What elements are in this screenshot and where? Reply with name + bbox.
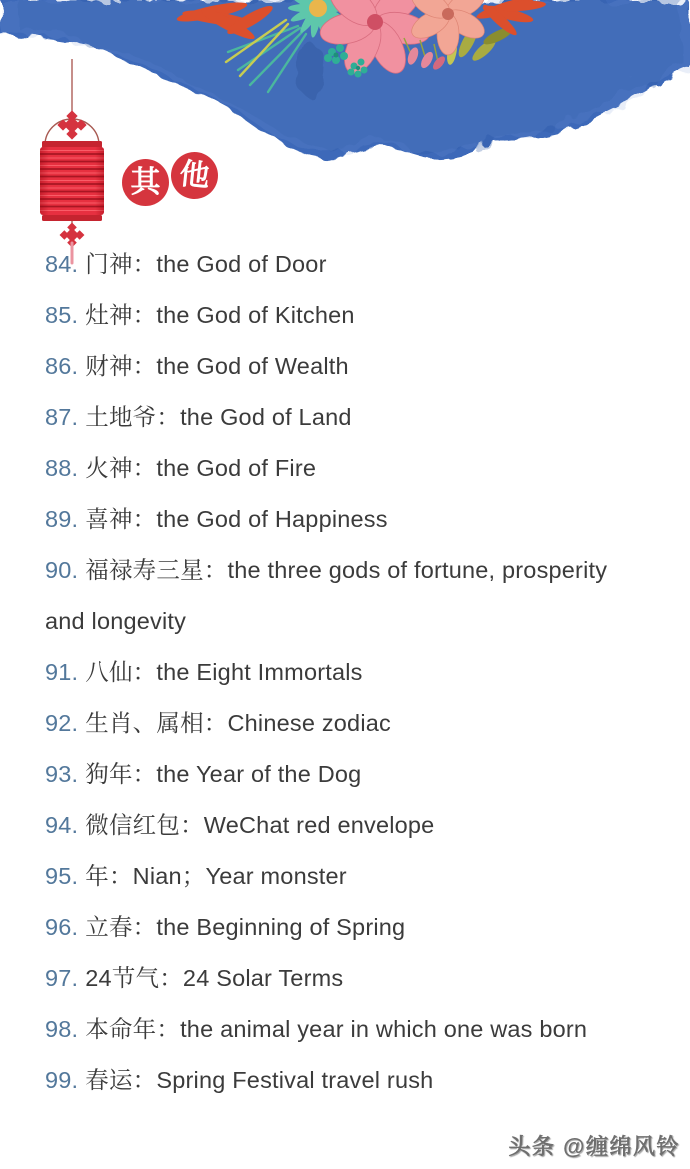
- item-text: 灶神：the God of Kitchen: [85, 302, 355, 328]
- item-text: 春运：Spring Festival travel rush: [85, 1067, 434, 1093]
- item-text: 狗年：the Year of the Dog: [85, 761, 362, 787]
- section-badge: [122, 152, 218, 206]
- lantern-bottom-cap: [42, 215, 102, 221]
- lantern-body: [40, 147, 104, 215]
- item-number: 87.: [45, 404, 79, 430]
- item-number: 84.: [45, 251, 79, 277]
- item-text: 生肖、属相：Chinese zodiac: [85, 710, 391, 736]
- item-text: 八仙：the Eight Immortals: [85, 659, 363, 685]
- item-number: 96.: [45, 914, 79, 940]
- list-item: [45, 392, 645, 443]
- item-number: 86.: [45, 353, 79, 379]
- item-text: 24节气：24 Solar Terms: [85, 965, 344, 991]
- item-text: 土地爷：the God of Land: [85, 404, 352, 430]
- badge-char-2: 他: [177, 157, 212, 193]
- list-item: [45, 1004, 645, 1055]
- item-number: 89.: [45, 506, 79, 532]
- list-item: [45, 341, 645, 392]
- item-number: 90.: [45, 557, 79, 583]
- list-item: [45, 290, 645, 341]
- item-text: 立春：the Beginning of Spring: [85, 914, 406, 940]
- list-item: [45, 443, 645, 494]
- lantern-top-knot: [57, 110, 86, 139]
- watermark: 头条 @缠绵风铃: [508, 1134, 680, 1159]
- item-number: 91.: [45, 659, 79, 685]
- item-number: 93.: [45, 761, 79, 787]
- item-text: 财神：the God of Wealth: [85, 353, 349, 379]
- vocabulary-list: [0, 239, 690, 1106]
- list-item: [45, 749, 645, 800]
- item-text: 微信红包：WeChat red envelope: [85, 812, 435, 838]
- item-number: 94.: [45, 812, 79, 838]
- list-item: [45, 545, 645, 647]
- lantern-top-cap: [42, 141, 102, 148]
- item-text: 年：Nian；Year monster: [85, 863, 347, 889]
- item-number: 98.: [45, 1016, 79, 1042]
- item-text: 喜神：the God of Happiness: [85, 506, 388, 532]
- list-item: [45, 851, 645, 902]
- badge-circle-ta: [169, 150, 221, 202]
- item-number: 97.: [45, 965, 79, 991]
- item-number: 92.: [45, 710, 79, 736]
- item-text: 福禄寿三星：the three gods of fortune, prosperity and longevity: [45, 557, 608, 634]
- list-item: [45, 494, 645, 545]
- item-number: 88.: [45, 455, 79, 481]
- badge-circle-qi: [122, 159, 169, 206]
- list-item: [45, 647, 645, 698]
- item-text: 门神：the God of Door: [85, 251, 327, 277]
- list-item: [45, 800, 645, 851]
- list-item: [45, 902, 645, 953]
- item-text: 本命年：the animal year in which one was born: [85, 1016, 588, 1042]
- item-number: 99.: [45, 1067, 79, 1093]
- item-number: 95.: [45, 863, 79, 889]
- item-text: 火神：the God of Fire: [85, 455, 317, 481]
- list-item: [45, 953, 645, 1004]
- item-number: 85.: [45, 302, 79, 328]
- lantern-icon: [25, 55, 120, 270]
- badge-char-1: 其: [130, 165, 161, 199]
- list-item: [45, 239, 645, 290]
- list-item: [45, 1055, 645, 1106]
- list-item: [45, 698, 645, 749]
